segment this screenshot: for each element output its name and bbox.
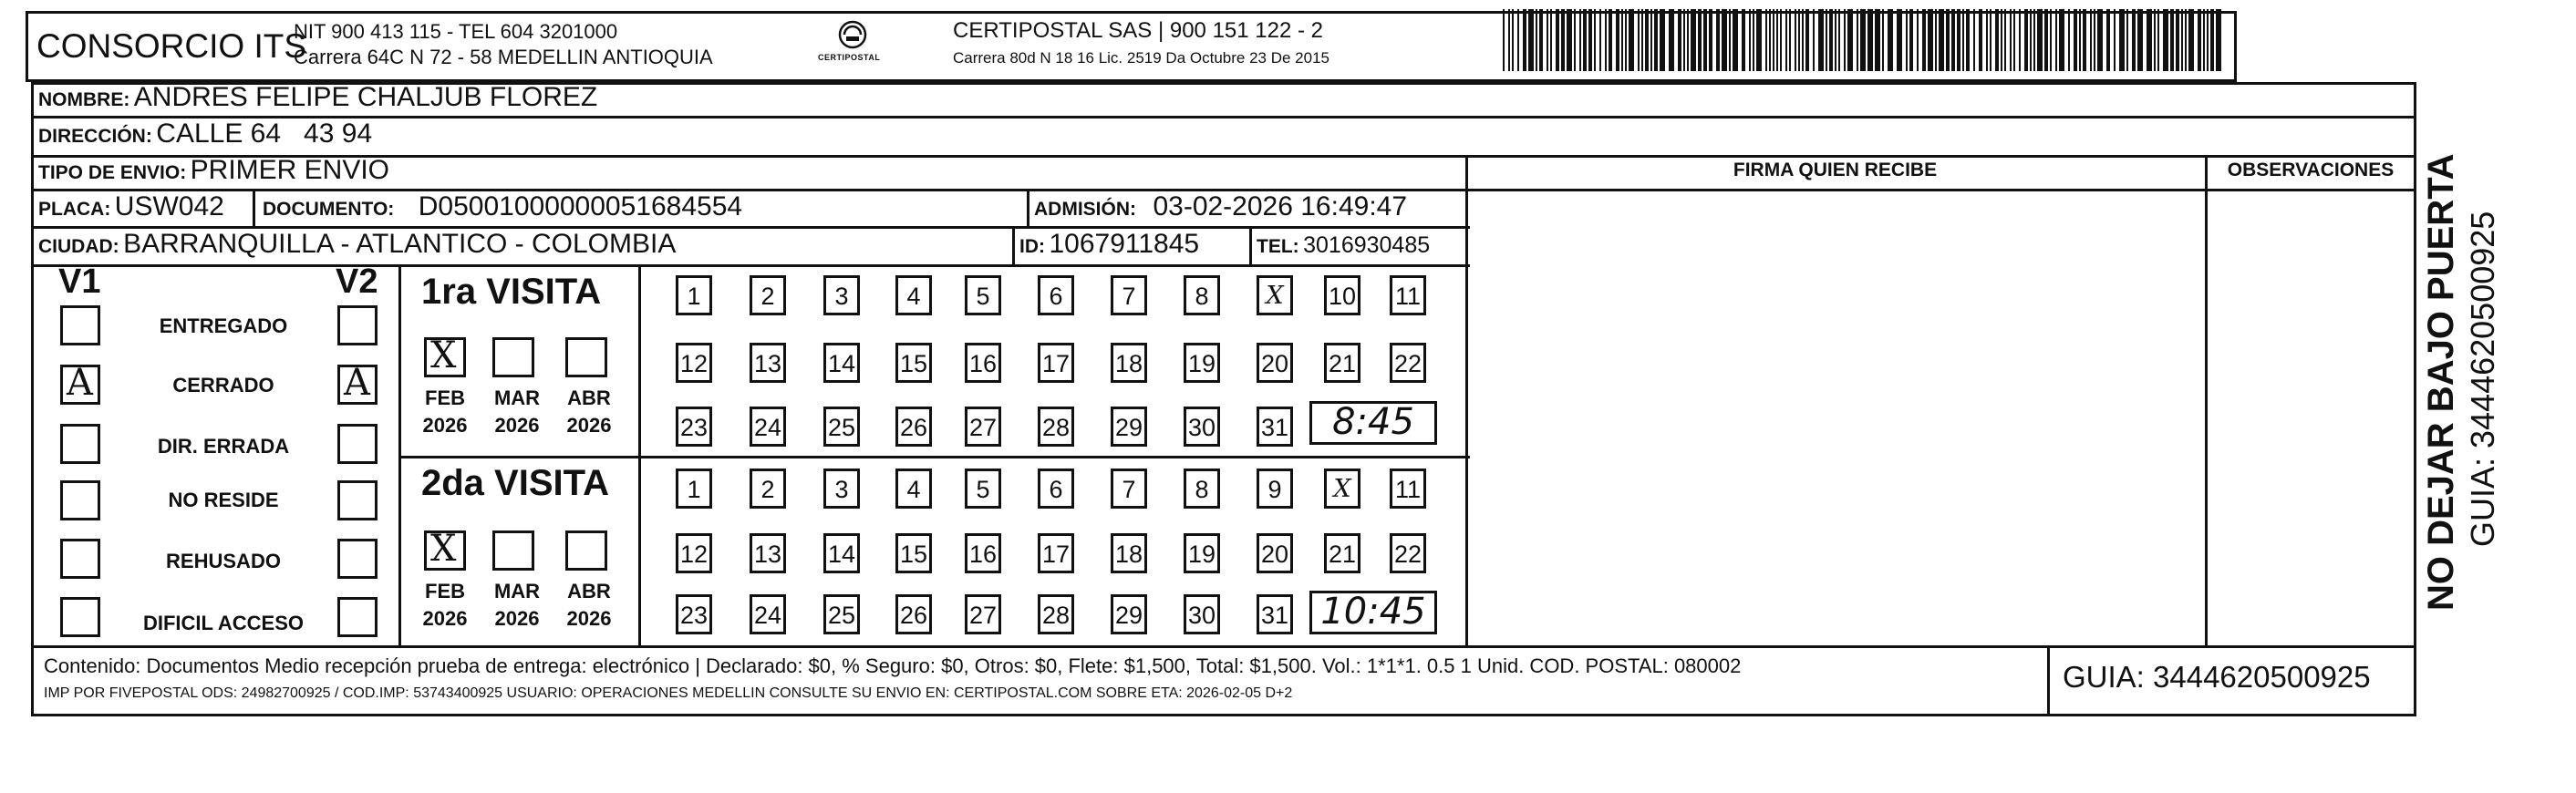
barcode-bar xyxy=(2210,9,2214,71)
barcode-bar xyxy=(2163,9,2168,71)
barcode-bar xyxy=(2001,9,2002,71)
barcode-bar xyxy=(1785,9,1787,71)
barcode-bar xyxy=(1683,9,1685,71)
barcode-bar xyxy=(1917,9,1919,71)
visit1-day-row2[interactable]: 19 xyxy=(1184,343,1220,383)
barcode-bar xyxy=(1629,9,1634,71)
barcode-bar xyxy=(1503,9,1505,71)
visit2-abr-checkbox[interactable] xyxy=(565,530,607,571)
visit1-day-row2[interactable]: 20 xyxy=(1257,343,1293,383)
visit2-day-row3[interactable]: 25 xyxy=(823,594,860,634)
visit2-day-row3[interactable]: 27 xyxy=(965,594,1001,634)
barcode-bar xyxy=(1678,9,1681,71)
visit1-day-row3[interactable]: 24 xyxy=(750,407,786,447)
barcode-bar xyxy=(1588,9,1592,71)
visit1-day-row3[interactable]: 26 xyxy=(895,407,932,447)
barcode-bar xyxy=(1888,9,1893,71)
barcode-bar xyxy=(1709,9,1712,71)
barcode-bar xyxy=(1517,9,1519,71)
barcode-bar xyxy=(2188,9,2194,71)
barcode-bar xyxy=(1795,9,1796,71)
carrier-address: Carrera 80d N 18 16 Lic. 2519 Da Octubre 23 De 2015 xyxy=(953,49,1329,67)
observaciones-header: OBSERVACIONES xyxy=(2227,160,2395,180)
barcode-bar xyxy=(1844,9,1846,71)
barcode-bar xyxy=(1698,9,1702,71)
barcode-bar xyxy=(1829,9,1833,71)
visit1-day-row1[interactable]: 3 xyxy=(823,275,860,315)
barcode-bar xyxy=(1813,9,1815,71)
v1-cerrado-checkbox[interactable] xyxy=(60,362,100,405)
barcode-bar xyxy=(2024,9,2028,71)
barcode-bar xyxy=(1962,9,1964,71)
v1-rehusado-checkbox[interactable] xyxy=(60,539,100,579)
visit1-day-row1[interactable]: 5 xyxy=(965,275,1001,315)
visit2-day-row2[interactable]: 17 xyxy=(1038,533,1074,573)
visit2-day-row3[interactable]: 31 xyxy=(1257,594,1293,634)
v2-dificil-acceso-checkbox[interactable] xyxy=(337,597,378,637)
barcode-bar xyxy=(2176,9,2179,71)
side-no-dejar: NO DEJAR BAJO PUERTA xyxy=(2421,153,2461,611)
barcode-bar xyxy=(1556,9,1559,71)
visit1-mar-checkbox[interactable] xyxy=(492,337,534,377)
firma-header: FIRMA QUIEN RECIBE xyxy=(1733,160,1938,180)
barcode-bar xyxy=(2074,9,2077,71)
barcode-bar xyxy=(1749,9,1751,71)
barcode-bar xyxy=(1733,9,1738,71)
barcode-bar xyxy=(1583,9,1587,71)
barcode-bar xyxy=(2044,9,2048,71)
visit2-day-row2[interactable]: 12 xyxy=(676,533,712,573)
barcode-bar xyxy=(1973,9,1975,71)
barcode-bar xyxy=(1835,9,1836,71)
visit1-month-mar: MAR 2026 xyxy=(493,386,541,437)
barcode-bar xyxy=(1951,9,1955,71)
visit2-month-feb: FEB 2026 xyxy=(422,580,468,630)
visit1-day-row2[interactable]: 15 xyxy=(895,343,932,383)
barcode-bar xyxy=(2055,9,2057,71)
visit2-day-row2[interactable]: 15 xyxy=(895,533,932,573)
visit2-day-row2[interactable]: 16 xyxy=(965,533,1001,573)
visit2-day-marked[interactable]: X xyxy=(1324,469,1360,509)
visit1-day-row3[interactable]: 23 xyxy=(676,407,712,447)
barcode-bar xyxy=(1716,9,1720,71)
visit1-day-row3[interactable]: 27 xyxy=(965,407,1001,447)
barcode-bar xyxy=(1654,9,1658,71)
v1-entregado-checkbox[interactable] xyxy=(60,305,100,345)
barcode-bar xyxy=(1756,9,1762,71)
barcode-bar xyxy=(1826,9,1827,71)
barcode-bar xyxy=(2050,9,2052,71)
barcode-bar xyxy=(2090,9,2092,71)
barcode-bar xyxy=(2013,9,2015,71)
visit1-day-row2[interactable]: 16 xyxy=(965,343,1001,383)
visit2-time[interactable]: 10:45 xyxy=(1309,591,1437,634)
barcode-bar xyxy=(1594,9,1596,71)
status-entregado: ENTREGADO xyxy=(159,314,288,337)
footer-imp: IMP POR FIVEPOSTAL ODS: 24982700925 / COD.IMP: 53743400925 USUARIO: OPERACIONES MEDELLIN CONSULTE SU ENVIO EN: CERTIPOSTAL.COM SOBRE ETA: 2026-02-05 D+2 xyxy=(44,685,1293,701)
visit2-month-mar: MAR 2026 xyxy=(493,580,541,630)
visit1-day-row1[interactable]: 6 xyxy=(1038,275,1074,315)
carrier-name: CERTIPOSTAL SAS | 900 151 122 - 2 xyxy=(953,18,1323,43)
visit1-day-row2[interactable]: 18 xyxy=(1111,343,1147,383)
company-nit: NIT 900 413 115 - TEL 604 3201000 xyxy=(294,20,618,43)
visit2-day-row2[interactable]: 21 xyxy=(1324,533,1360,573)
barcode-bar xyxy=(2216,9,2221,71)
ciudad-value: BARRANQUILLA - ATLANTICO - COLOMBIA xyxy=(123,229,677,259)
nombre-field xyxy=(38,82,597,113)
barcode-bar xyxy=(1539,9,1543,71)
status-rehusado: REHUSADO xyxy=(166,550,281,572)
barcode-bar xyxy=(1897,9,1902,71)
barcode-bar xyxy=(1508,9,1510,71)
barcode-bar xyxy=(1857,9,1858,71)
barcode-bar xyxy=(1765,9,1767,71)
visit1-time[interactable]: 8:45 xyxy=(1309,401,1437,445)
barcode-bar xyxy=(2010,9,2012,71)
barcode-bar xyxy=(1939,9,1944,71)
company-address: Carrera 64C N 72 - 58 MEDELLIN ANTIOQUIA xyxy=(294,46,713,68)
barcode-bar xyxy=(2004,9,2006,71)
barcode-bar xyxy=(2185,9,2187,71)
visit2-title: 2da VISITA xyxy=(421,463,609,503)
visit2-day-row2[interactable]: 22 xyxy=(1390,533,1426,573)
status-dir-errada: DIR. ERRADA xyxy=(157,435,290,458)
barcode-bar xyxy=(2019,9,2021,71)
barcode-bar xyxy=(1798,9,1800,71)
barcode-bar xyxy=(2170,9,2174,71)
visit1-feb-checkbox[interactable] xyxy=(424,337,466,377)
barcode-bar xyxy=(2198,9,2201,71)
barcode-bar xyxy=(2147,9,2152,71)
footer-guia: GUIA: 3444620500925 xyxy=(2063,660,2371,694)
barcode-bar xyxy=(1523,9,1526,71)
visit2-day-row1[interactable]: 6 xyxy=(1038,469,1074,509)
visit1-day-row1[interactable]: 8 xyxy=(1184,275,1220,315)
barcode-bar xyxy=(1605,9,1607,71)
barcode-bar xyxy=(2207,9,2209,71)
barcode-bar xyxy=(1946,9,1950,71)
visit2-day-row1[interactable]: 3 xyxy=(823,469,860,509)
barcode-bar xyxy=(1625,9,1627,71)
certipostal-logo xyxy=(816,16,889,69)
barcode-bar xyxy=(1599,9,1601,71)
barcode-bar xyxy=(2203,9,2205,71)
company-name: CONSORCIO ITS xyxy=(36,27,307,65)
visit1-day-row3[interactable]: 28 xyxy=(1038,407,1074,447)
v1-mark: A xyxy=(67,362,93,404)
barcode-bar xyxy=(2037,9,2043,71)
visit2-feb-checkbox[interactable] xyxy=(424,530,466,571)
status-no-reside: NO RESIDE xyxy=(168,489,279,511)
visit2-day-row2[interactable]: 13 xyxy=(750,533,786,573)
barcode xyxy=(1503,9,2232,71)
status-dificil-acceso: DIFICIL ACCESO xyxy=(142,612,304,634)
visit2-day-row3[interactable]: 29 xyxy=(1111,594,1147,634)
barcode-bar xyxy=(1669,9,1674,71)
barcode-bar xyxy=(1875,9,1880,71)
visit1-month-feb: FEB 2026 xyxy=(422,386,468,437)
ciudad-label: CIUDAD: xyxy=(38,236,119,257)
ciudad-field xyxy=(38,229,676,260)
tel-field xyxy=(1257,232,1430,259)
barcode-bar xyxy=(1867,9,1873,71)
visit1-day-row1[interactable]: 4 xyxy=(895,275,932,315)
barcode-bar xyxy=(1609,9,1612,71)
id-label: ID: xyxy=(1019,236,1045,257)
barcode-bar xyxy=(2126,9,2128,71)
barcode-bar xyxy=(2132,9,2136,71)
documento-value: D05001000000051684554 xyxy=(418,191,743,221)
v2-entregado-checkbox[interactable] xyxy=(337,305,378,345)
barcode-bar xyxy=(1550,9,1552,71)
v2-no-reside-checkbox[interactable] xyxy=(337,480,378,520)
v2-mark: A xyxy=(344,362,370,404)
barcode-bar xyxy=(1979,9,1982,71)
barcode-bar xyxy=(2154,9,2156,71)
visit2-day-row1[interactable]: 8 xyxy=(1184,469,1220,509)
barcode-bar xyxy=(1922,9,1926,71)
barcode-bar xyxy=(2033,9,2035,71)
visit2-day-row1[interactable]: 1 xyxy=(676,469,712,509)
visit1-day-row2[interactable]: 22 xyxy=(1390,343,1426,383)
barcode-bar xyxy=(1986,9,1988,71)
documento-label: DOCUMENTO: xyxy=(263,199,395,220)
visit1-day-row3[interactable]: 31 xyxy=(1257,407,1293,447)
tel-value: 3016930485 xyxy=(1303,232,1431,258)
barcode-bar xyxy=(1818,9,1824,71)
id-value: 1067911845 xyxy=(1049,229,1200,259)
barcode-bar xyxy=(1621,9,1623,71)
documento-field xyxy=(263,191,742,222)
visit1-day-row1[interactable]: 7 xyxy=(1111,275,1147,315)
status-cerrado: CERRADO xyxy=(172,374,274,396)
barcode-bar xyxy=(1561,9,1565,71)
visit1-day-marked[interactable]: X xyxy=(1257,275,1293,315)
barcode-bar xyxy=(1528,9,1534,71)
v1-header: V1 xyxy=(58,263,101,301)
barcode-bar xyxy=(1650,9,1652,71)
visit2-day-row2[interactable]: 19 xyxy=(1184,533,1220,573)
visit2-day-row1[interactable]: 4 xyxy=(895,469,932,509)
barcode-bar xyxy=(1729,9,1731,71)
barcode-bar xyxy=(1722,9,1727,71)
id-field xyxy=(1019,229,1199,260)
visit1-month-abr: ABR 2026 xyxy=(566,386,612,437)
barcode-bar xyxy=(1909,9,1913,71)
barcode-bar xyxy=(1567,9,1572,71)
placa-value: USW042 xyxy=(114,191,224,221)
visit1-day-row1[interactable]: 10 xyxy=(1324,275,1360,315)
visit1-day-row2[interactable]: 17 xyxy=(1038,343,1074,383)
side-guia: GUIA: 3444620500925 xyxy=(2464,211,2501,547)
barcode-bar xyxy=(1512,9,1514,71)
visit1-day-row3[interactable]: 30 xyxy=(1184,407,1220,447)
visit2-month-mark: X xyxy=(430,528,457,570)
barcode-bar xyxy=(1703,9,1707,71)
v1-no-reside-checkbox[interactable] xyxy=(60,480,100,520)
visit1-day-row3[interactable]: 25 xyxy=(823,407,860,447)
barcode-bar xyxy=(1847,9,1853,71)
visit2-day-row2[interactable]: 20 xyxy=(1257,533,1293,573)
barcode-bar xyxy=(1574,9,1576,71)
nombre-value: ANDRES FELIPE CHALJUB FLOREZ xyxy=(133,82,598,112)
placa-label: PLACA: xyxy=(38,199,111,220)
barcode-bar xyxy=(1966,9,1970,71)
visit2-month-abr: ABR 2026 xyxy=(566,580,612,630)
visit2-mar-checkbox[interactable] xyxy=(492,530,534,571)
barcode-bar xyxy=(2083,9,2086,71)
visit1-day-row2[interactable]: 12 xyxy=(676,343,712,383)
logo-text: CERTIPOSTAL xyxy=(818,53,881,62)
direccion-field xyxy=(38,118,372,149)
barcode-bar xyxy=(1547,9,1548,71)
visit1-day-row1[interactable]: 11 xyxy=(1390,275,1426,315)
barcode-bar xyxy=(2181,9,2183,71)
barcode-bar xyxy=(1776,9,1778,71)
barcode-bar xyxy=(1906,9,1908,71)
visit1-title: 1ra VISITA xyxy=(421,272,602,312)
barcode-bar xyxy=(1641,9,1643,71)
barcode-bar xyxy=(2137,9,2143,71)
barcode-bar xyxy=(1616,9,1619,71)
barcode-bar xyxy=(1579,9,1581,71)
admision-label: ADMISIÓN: xyxy=(1034,199,1136,220)
placa-field xyxy=(38,191,224,222)
visit2-day-row2[interactable]: 14 xyxy=(823,533,860,573)
barcode-bar xyxy=(1935,9,1937,71)
visit1-day-row3[interactable]: 29 xyxy=(1111,407,1147,447)
visit1-day-row2[interactable]: 21 xyxy=(1324,343,1360,383)
barcode-bar xyxy=(1660,9,1665,71)
barcode-bar xyxy=(1860,9,1866,71)
barcode-bar xyxy=(1928,9,1933,71)
v2-dir-errada-checkbox[interactable] xyxy=(337,424,378,464)
barcode-bar xyxy=(2114,9,2116,71)
visit1-day-row2[interactable]: 13 xyxy=(750,343,786,383)
barcode-bar xyxy=(1753,9,1754,71)
tipo-field xyxy=(38,155,389,186)
visit2-day-row1[interactable]: 5 xyxy=(965,469,1001,509)
v2-cerrado-checkbox[interactable] xyxy=(337,362,378,405)
barcode-bar xyxy=(1691,9,1696,71)
direccion-value: CALLE 64 43 94 xyxy=(156,118,373,149)
visit2-day-row1[interactable]: 2 xyxy=(750,469,786,509)
visit2-day-row1[interactable]: 11 xyxy=(1390,469,1426,509)
barcode-bar xyxy=(1638,9,1640,71)
barcode-bar xyxy=(1802,9,1804,71)
barcode-bar xyxy=(1805,9,1809,71)
visit1-abr-checkbox[interactable] xyxy=(565,337,607,377)
visit2-day-row3[interactable]: 23 xyxy=(676,594,712,634)
barcode-bar xyxy=(2059,9,2064,71)
visit2-day-row3[interactable]: 28 xyxy=(1038,594,1074,634)
visit1-day-row1[interactable]: 2 xyxy=(750,275,786,315)
visit2-day-row1[interactable]: 7 xyxy=(1111,469,1147,509)
barcode-bar xyxy=(1990,9,1991,71)
barcode-bar xyxy=(2030,9,2032,71)
v2-header: V2 xyxy=(336,263,378,301)
direccion-label: DIRECCIÓN: xyxy=(38,126,152,147)
barcode-bar xyxy=(1742,9,1745,71)
nombre-label: NOMBRE: xyxy=(38,89,130,110)
visit2-day-row1[interactable]: 9 xyxy=(1257,469,1293,509)
barcode-bar xyxy=(1769,9,1771,71)
v1-dificil-acceso-checkbox[interactable] xyxy=(60,597,100,637)
visit1-day-row1[interactable]: 1 xyxy=(676,275,712,315)
v1-dir-errada-checkbox[interactable] xyxy=(60,424,100,464)
admision-field xyxy=(1034,191,1407,222)
barcode-bar xyxy=(2119,9,2125,71)
barcode-bar xyxy=(2068,9,2070,71)
barcode-bar xyxy=(1838,9,1840,71)
barcode-bar xyxy=(2094,9,2095,71)
admision-value: 03-02-2026 16:49:47 xyxy=(1153,191,1408,221)
visit2-day-row3[interactable]: 30 xyxy=(1184,594,1220,634)
visit1-month-mark: X xyxy=(430,335,457,376)
footer-contenido: Contenido: Documentos Medio recepción prueba de entrega: electrónico | Declarado: $0, % Seguro: $0, Otros: $0, Flete: $1,500, Total: $1,500. Vol.: 1*1*1. 0.5 1 Unid. COD. POSTAL: 080002 xyxy=(44,654,1742,677)
visit2-day-row3[interactable]: 24 xyxy=(750,594,786,634)
tel-label: TEL: xyxy=(1257,236,1299,257)
barcode-bar xyxy=(1536,9,1537,71)
barcode-bar xyxy=(1882,9,1884,71)
barcode-bar xyxy=(1645,9,1649,71)
visit2-day-row2[interactable]: 18 xyxy=(1111,533,1147,573)
barcode-bar xyxy=(2106,9,2110,71)
tipo-value: PRIMER ENVIO xyxy=(190,155,390,185)
barcode-bar xyxy=(1687,9,1689,71)
barcode-bar xyxy=(2097,9,2103,71)
barcode-bar xyxy=(1789,9,1791,71)
v2-rehusado-checkbox[interactable] xyxy=(337,539,378,579)
barcode-bar xyxy=(2157,9,2159,71)
visit1-day-row2[interactable]: 14 xyxy=(823,343,860,383)
barcode-bar xyxy=(1780,9,1782,71)
barcode-bar xyxy=(2079,9,2081,71)
tipo-label: TIPO DE ENVIO: xyxy=(38,162,187,183)
visit2-day-row3[interactable]: 26 xyxy=(895,594,932,634)
barcode-bar xyxy=(1957,9,1960,71)
barcode-bar xyxy=(1773,9,1774,71)
barcode-bar xyxy=(1995,9,1999,71)
